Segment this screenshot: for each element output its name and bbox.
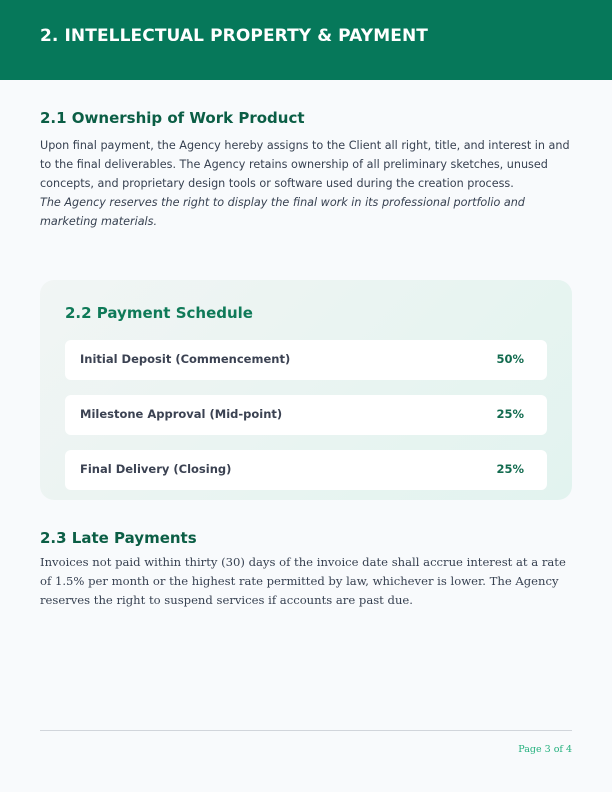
section-header-banner <box>0 0 612 80</box>
late-payments-heading: 2.3 Late Payments <box>40 529 197 547</box>
payment-row-label: Initial Deposit (Commencement) <box>80 352 291 366</box>
payment-row <box>65 450 547 490</box>
footer-divider <box>40 730 572 731</box>
page-title: 2. INTELLECTUAL PROPERTY & PAYMENT <box>40 26 428 46</box>
payment-row-label: Final Delivery (Closing) <box>80 462 232 476</box>
payment-row <box>65 395 547 435</box>
payment-schedule-card <box>40 280 572 500</box>
payment-row <box>65 340 547 380</box>
payment-row-label: Milestone Approval (Mid-point) <box>80 407 283 421</box>
late-payments-body: Invoices not paid within thirty (30) days of the invoice date shall accrue interest at a rate of 1.5% per month or the highest rate permitted by law, whichever is lower. The Agency reserves the right to suspend services if accounts are past due. <box>40 555 566 607</box>
ownership-portfolio-note: The Agency reserves the right to display the final work in its professional portfolio and marketing materials. <box>40 196 525 228</box>
payment-row-percentage: 25% <box>496 462 524 476</box>
page-number: Page 3 of 4 <box>518 744 572 755</box>
payment-row-percentage: 25% <box>496 407 524 421</box>
ownership-heading: 2.1 Ownership of Work Product <box>40 109 305 127</box>
ownership-paragraph: Upon final payment, the Agency hereby assigns to the Client all right, title, and interest in and to the final deliverables. The Agency retains ownership of all preliminary sketches, unused concepts, and proprietary design tools or software used during the creation process. <box>40 139 570 190</box>
payment-row-percentage: 50% <box>496 352 524 366</box>
ownership-body <box>40 136 576 231</box>
payment-schedule-heading: 2.2 Payment Schedule <box>65 304 253 322</box>
